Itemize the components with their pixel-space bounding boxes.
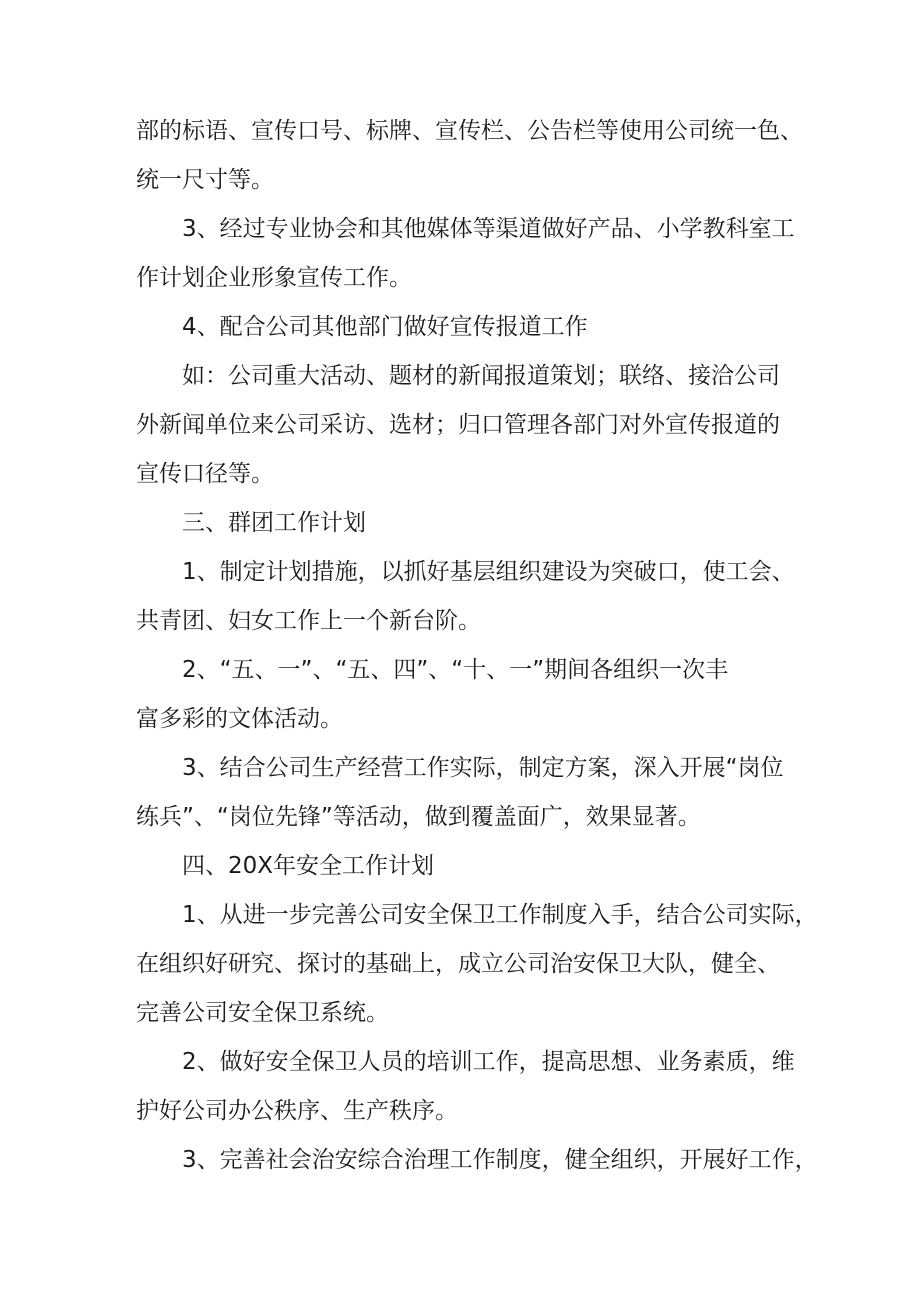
- text-line: 作计划企业形象宣传工作。: [136, 265, 412, 291]
- section-heading: 三、群团工作计划: [182, 510, 366, 536]
- text-line: 3、结合公司生产经营工作实际，制定方案，深入开展“岗位: [182, 755, 784, 781]
- text-line: 3、经过专业协会和其他媒体等渠道做好产品、小学教科室工: [182, 216, 795, 242]
- text-line: 2、“五、一”、“五、四”、“十、一”期间各组织一次丰: [182, 657, 729, 683]
- section-heading: 四、20X年安全工作计划: [182, 853, 435, 879]
- text-line: 如：公司重大活动、题材的新闻报道策划；联络、接洽公司: [182, 363, 780, 389]
- text-line: 共青团、妇女工作上一个新台阶。: [136, 608, 481, 634]
- text-line: 外新闻单位来公司采访、选材；归口管理各部门对外宣传报道的: [136, 412, 780, 438]
- text-line: 4、配合公司其他部门做好宣传报道工作: [182, 314, 588, 340]
- text-line: 富多彩的文体活动。: [136, 706, 343, 732]
- text-line: 在组织好研究、探讨的基础上，成立公司治安保卫大队，健全、: [136, 951, 780, 977]
- text-line: 练兵”、“岗位先锋”等活动，做到覆盖面广，效果显著。: [136, 804, 701, 830]
- text-line: 统一尺寸等。: [136, 167, 274, 193]
- text-line: 宣传口径等。: [136, 461, 274, 487]
- text-line: 2、做好安全保卫人员的培训工作，提高思想、业务素质，维: [182, 1049, 795, 1075]
- text-line: 部的标语、宣传口号、标牌、宣传栏、公告栏等使用公司统一色、: [136, 118, 803, 144]
- text-line: 完善公司安全保卫系统。: [136, 1000, 389, 1026]
- text-line: 1、制定计划措施，以抓好基层组织建设为突破口，使工会、: [182, 559, 795, 585]
- text-line: 3、完善社会治安综合治理工作制度，健全组织，开展好工作，: [182, 1147, 818, 1173]
- text-line: 1、从进一步完善公司安全保卫工作制度入手，结合公司实际，: [182, 902, 818, 928]
- text-line: 护好公司办公秩序、生产秩序。: [136, 1098, 458, 1124]
